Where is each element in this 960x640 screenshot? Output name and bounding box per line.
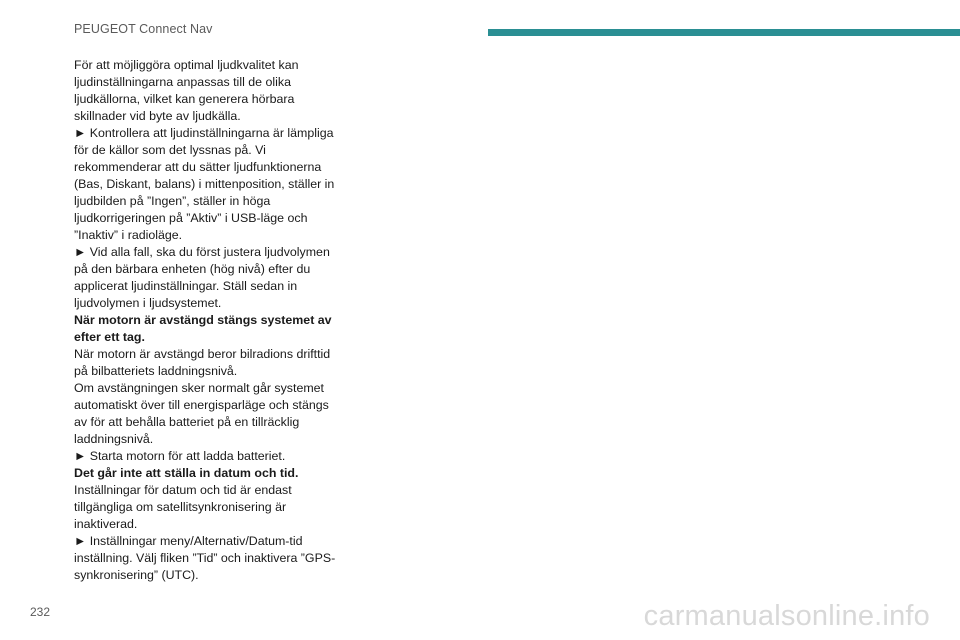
- page-number: 232: [30, 605, 51, 619]
- paragraph: Om avstängningen sker normalt går systemet automatiskt över till energisparläge och stängs av för att behålla batteriet på en tillräcklig laddningsnivå.: [74, 381, 329, 446]
- header-accent-bar: [488, 29, 960, 36]
- body-text: [74, 57, 336, 584]
- section-heading: När motorn är avstängd stängs systemet av efter ett tag.: [74, 313, 332, 344]
- paragraph: ► Starta motorn för att ladda batteriet.: [74, 449, 286, 463]
- paragraph: ► Vid alla fall, ska du först justera ljudvolymen på den bärbara enheten (hög nivå) efter du applicerat ljudinställningar. Ställ sedan in ljudvolymen i ljudsystemet.: [74, 245, 330, 310]
- paragraph: Inställningar för datum och tid är endast tillgängliga om satellitsynkronisering är inaktiverad.: [74, 483, 292, 531]
- watermark: carmanualsonline.info: [643, 600, 930, 632]
- paragraph: ► Inställningar meny/Alternativ/Datum-tid inställning. Välj fliken ”Tid” och inaktivera ”GPS-synkronisering” (UTC).: [74, 534, 336, 582]
- running-header: PEUGEOT Connect Nav: [74, 22, 213, 36]
- section-heading: Det går inte att ställa in datum och tid.: [74, 466, 299, 480]
- paragraph: När motorn är avstängd beror bilradions drifttid på bilbatteriets laddningsnivå.: [74, 347, 331, 378]
- paragraph: ► Kontrollera att ljudinställningarna är lämpliga för de källor som det lyssnas på. Vi rekommenderar att du sätter ljudfunktionerna (Bas, Diskant, balans) i mittenposition, ställer in ljudbilden på ”Ingen”, ställer in höga ljudkorrigeringen på ”Aktiv” i USB-läge och ”Inaktiv” i radioläge.: [74, 126, 335, 242]
- paragraph: För att möjliggöra optimal ljudkvalitet kan ljudinställningarna anpassas till de olika ljudkällorna, vilket kan generera hörbara skillnader vid byte av ljudkälla.: [74, 58, 299, 123]
